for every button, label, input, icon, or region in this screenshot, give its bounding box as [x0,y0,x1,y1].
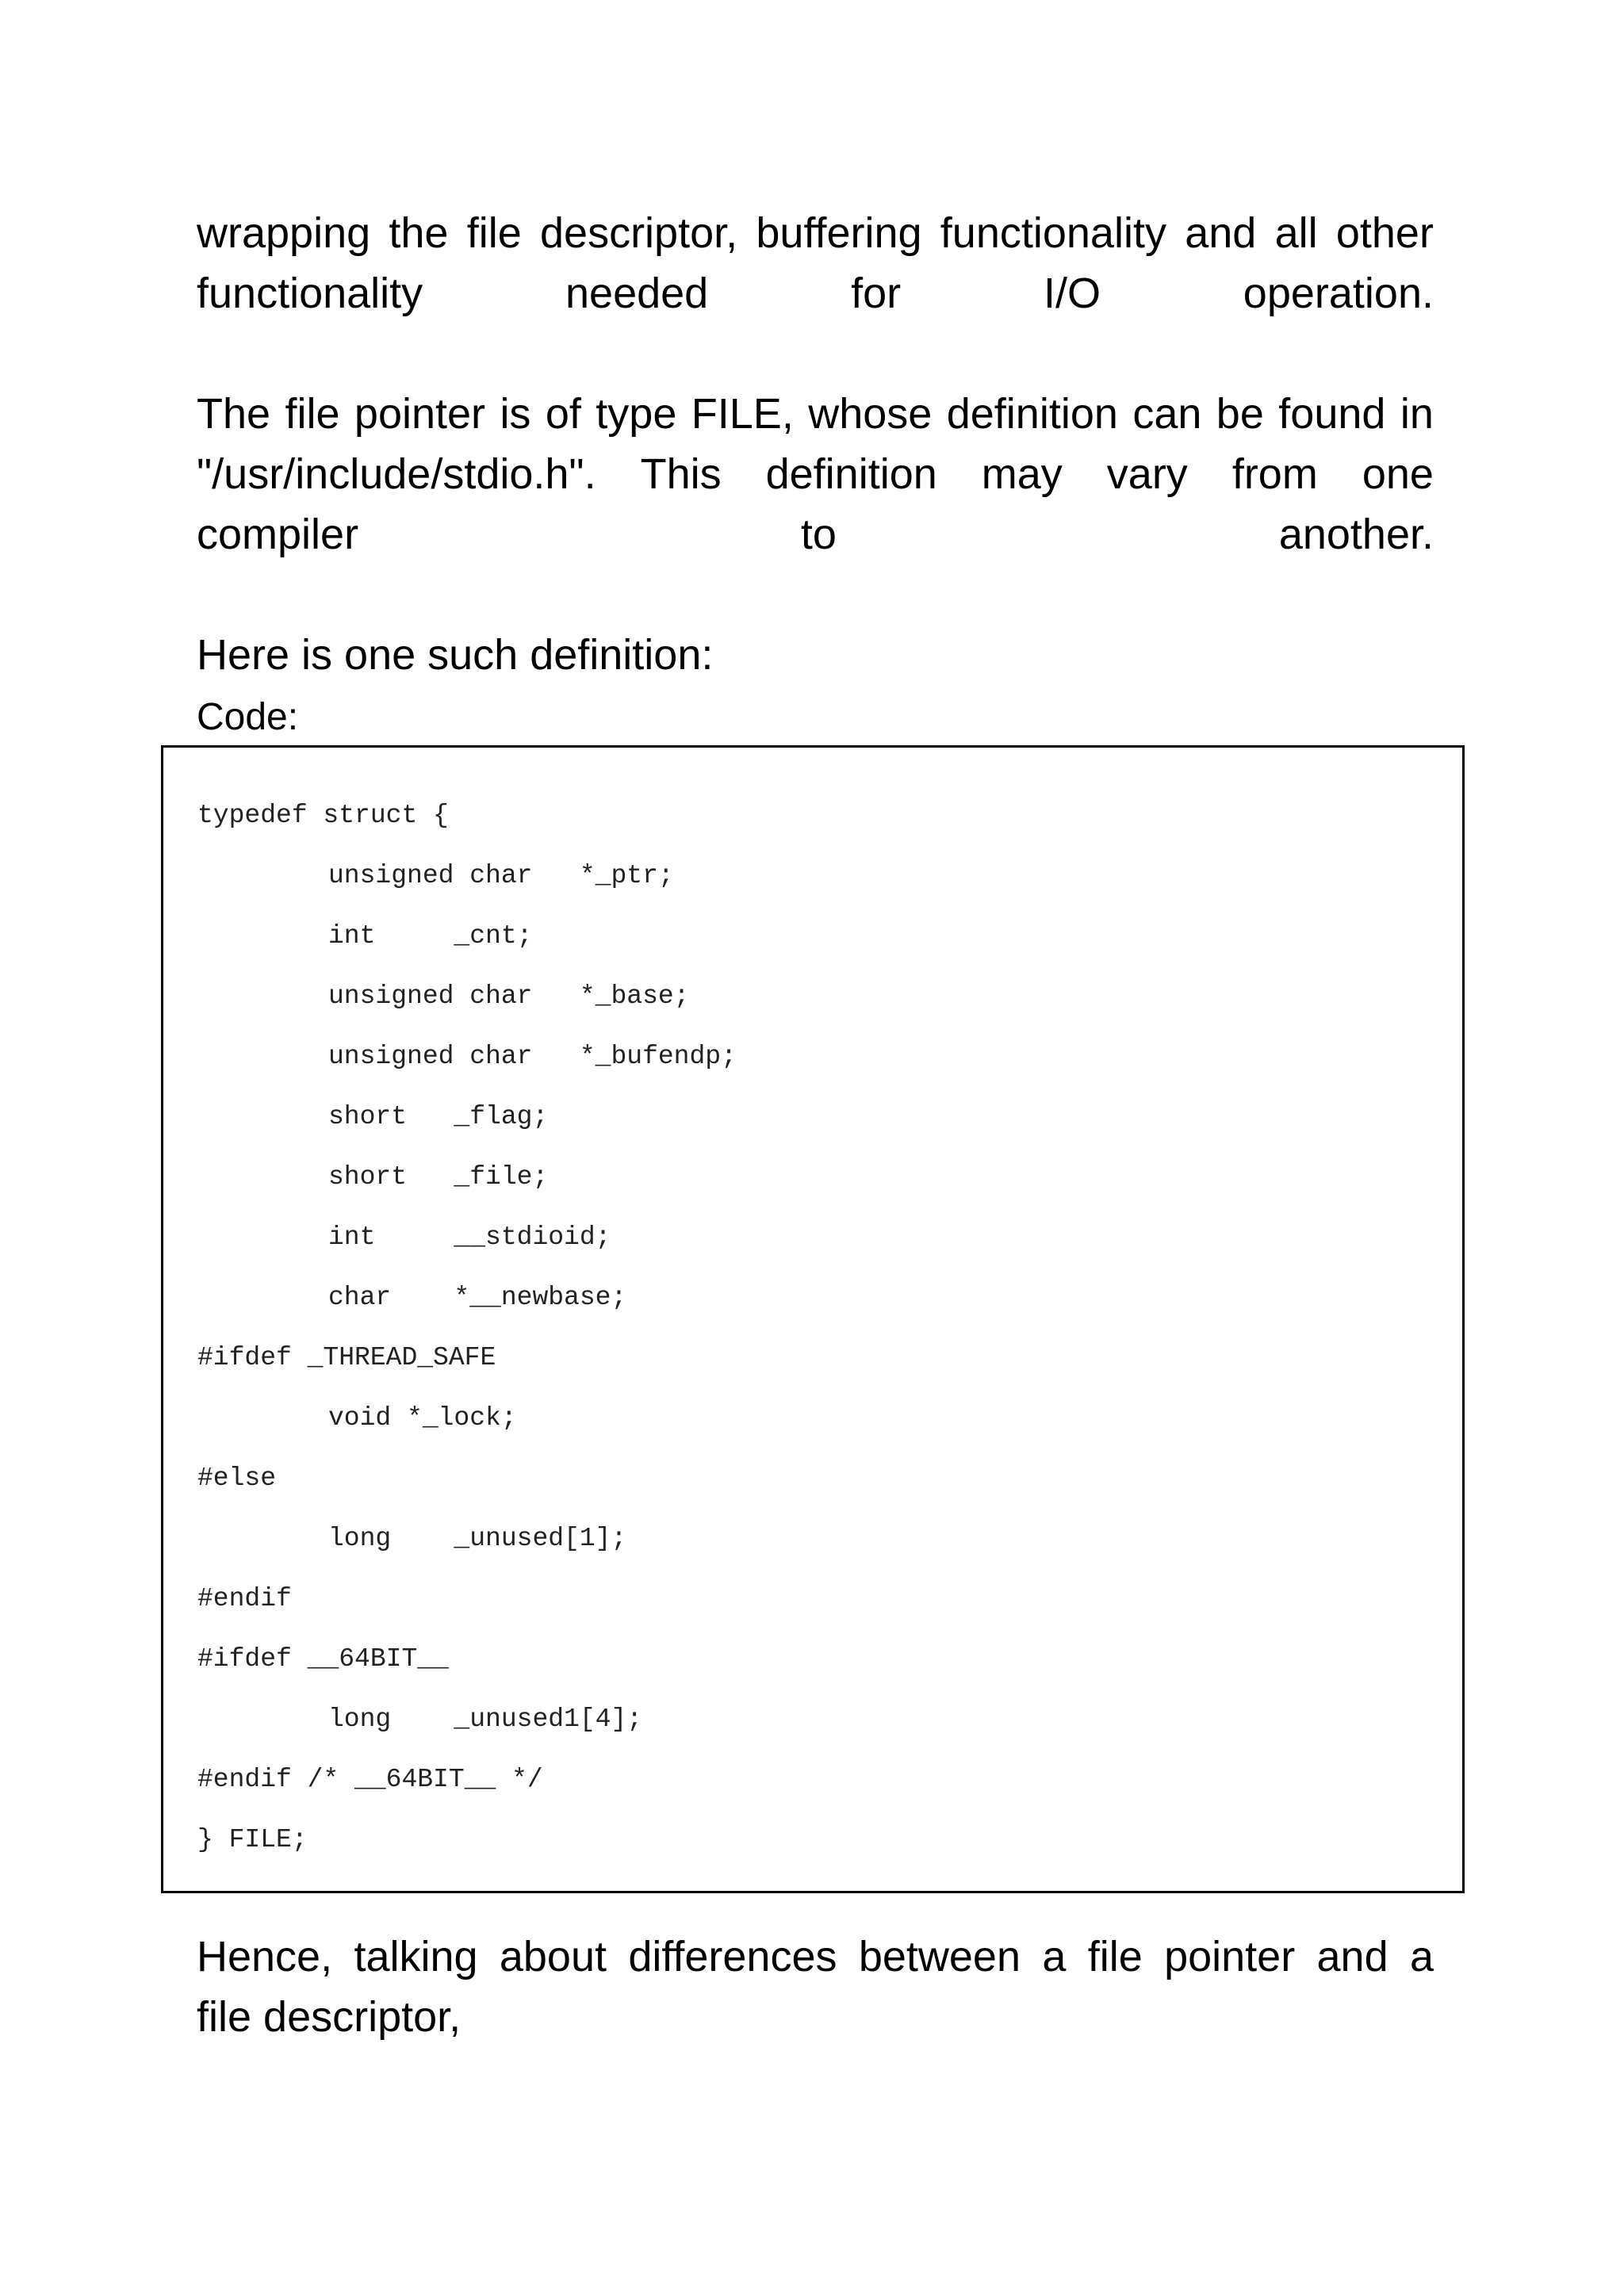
para2-line-1 [197,384,1434,444]
word: and [1185,209,1257,257]
word: the [389,209,449,257]
code-line: } FILE; [197,1825,308,1854]
code-line: unsigned char *_bufendp; [328,1042,737,1071]
word: to [800,511,837,558]
code-line: short _flag; [328,1102,549,1131]
word: definition [765,450,937,498]
code-line: #endif /* __64BIT__ */ [197,1765,543,1794]
code-line: void *_lock; [328,1403,517,1433]
word: be [1216,390,1264,438]
word: functionality [197,270,423,317]
word: file [285,390,340,438]
paragraph-differences [197,1927,1434,2047]
word: can [1132,390,1202,438]
word: "/usr/include/stdio.h". [197,450,596,498]
word: wrapping [197,209,371,257]
word: buffering [756,209,922,257]
word: operation. [1243,270,1434,317]
para3-line: Here is one such definition: [197,631,714,679]
code-line: char *__newbase; [328,1283,627,1312]
word: compiler [197,511,359,558]
para2-line-3 [197,504,1434,564]
para4-line-2: file descriptor, [197,1993,462,2041]
word: between [858,1933,1021,1980]
word: whose [808,390,933,438]
para2-line-2 [197,444,1434,504]
word: Hence, [197,1933,333,1980]
word: found [1278,390,1386,438]
code-line: int _cnt; [328,921,533,951]
para4-line-1 [197,1927,1434,1987]
word: another. [1278,511,1434,558]
word: pointer [1164,1933,1296,1980]
word: definition [946,390,1118,438]
code-line: int __stdioid; [328,1223,611,1252]
word: from [1231,450,1318,498]
word: and [1316,1933,1388,1980]
word: other [1335,209,1434,257]
paragraph-definition-intro [197,625,1434,685]
word: one [1362,450,1434,498]
word: functionality [940,209,1166,257]
code-line: unsigned char *_base; [328,982,690,1011]
code-line: #ifdef _THREAD_SAFE [197,1343,496,1372]
word: This [640,450,722,498]
code-line: unsigned char *_ptr; [328,861,674,890]
word: type [596,390,677,438]
word: descriptor, [540,209,738,257]
code-line: #ifdef __64BIT__ [197,1644,449,1674]
word: in [1400,390,1434,438]
word: FILE, [691,390,794,438]
word: may [981,450,1063,498]
code-line: long _unused[1]; [328,1524,627,1553]
word: of [545,390,581,438]
word: is [500,390,531,438]
word: a [1042,1933,1067,1980]
word: differences [628,1933,837,1980]
code-line: typedef struct { [197,801,449,830]
code-line: #else [197,1464,277,1493]
word: file [1087,1933,1143,1980]
word: pointer [354,390,486,438]
intro-line-2 [197,263,1434,323]
word: all [1274,209,1318,257]
word: file [466,209,522,257]
paragraph-file-pointer [197,384,1434,564]
intro-line-1 [197,203,1434,263]
code-line: #endif [197,1584,292,1613]
word: about [499,1933,607,1980]
word: vary [1106,450,1188,498]
code-block [161,745,1465,1893]
word: needed [565,270,709,317]
word: for [851,270,902,317]
paragraph-intro [197,203,1434,323]
code-label: Code: [197,696,299,738]
word: a [1409,1933,1434,1980]
code-line: short _file; [328,1162,549,1192]
word: talking [354,1933,478,1980]
word: The [197,390,271,438]
word: I/O [1043,270,1101,317]
code-line: long _unused1[4]; [328,1705,643,1734]
